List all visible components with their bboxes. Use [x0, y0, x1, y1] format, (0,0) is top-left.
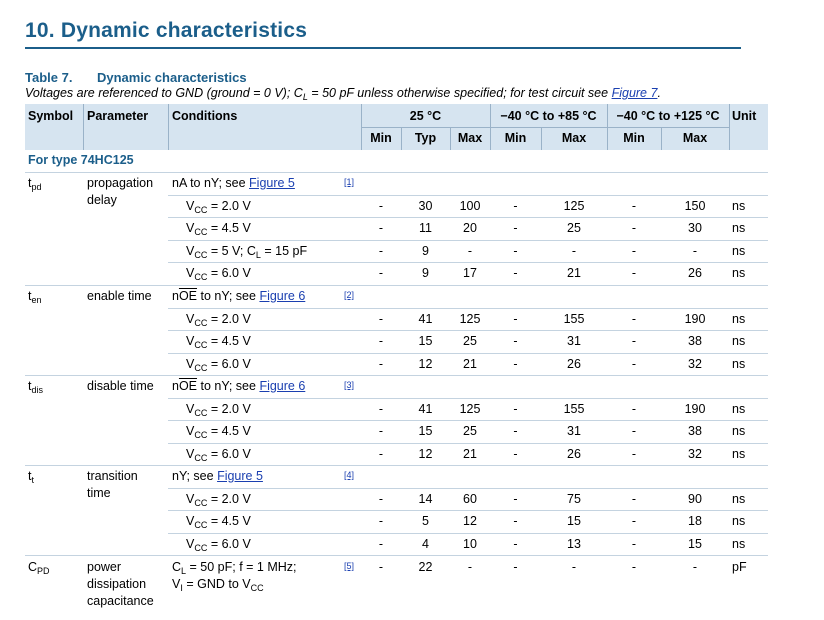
header-max: Max	[457, 131, 483, 145]
header-symbol: Symbol	[28, 109, 74, 123]
value-cell: -	[631, 356, 637, 371]
note-ref: [1]	[344, 177, 355, 187]
value-cell: 30	[688, 221, 702, 235]
cond-cl: C	[172, 560, 182, 574]
value-cell: 11	[419, 221, 432, 235]
symbol-ten	[28, 289, 42, 304]
value-cell: 41	[418, 401, 433, 416]
value-cell: 26	[567, 356, 581, 371]
value-cell: -	[631, 243, 637, 258]
vcc-value: = 5 V; C	[210, 243, 256, 258]
heading-rule	[25, 47, 741, 49]
value-cell: 30	[418, 198, 433, 213]
value-cell: 14	[418, 491, 433, 506]
vcc-condition	[186, 402, 251, 417]
note-ref: [5]	[344, 561, 355, 571]
cond-vi-value: = GND to V	[182, 577, 251, 591]
vcc-condition	[186, 537, 251, 552]
symbol-main: t	[28, 379, 32, 393]
value-cell: -	[378, 491, 384, 506]
value-cell: 12	[418, 446, 433, 461]
symbol-sub: t	[31, 475, 34, 485]
value-cell: -	[513, 334, 518, 348]
vcc-value: = 4.5 V	[210, 334, 251, 348]
value-cell: -	[513, 514, 518, 528]
vcc-value: = 4.5 V	[210, 514, 251, 528]
header-85c: −40 °C to +85 °C	[500, 109, 597, 123]
value-cell: 125	[563, 198, 585, 213]
vcc-sub: CC	[194, 542, 208, 553]
vcc-sub: CC	[194, 430, 208, 440]
header-min: Min	[623, 131, 645, 145]
value-cell: -	[513, 221, 518, 235]
value-cell: -	[378, 514, 384, 528]
parameter-text: disable time	[87, 379, 154, 393]
type-row: For type 74HC125	[28, 153, 134, 167]
condition-text	[172, 289, 305, 304]
value-cell: -	[467, 243, 473, 258]
value-cell: 75	[567, 491, 581, 506]
row-rule	[168, 510, 768, 511]
header-parameter: Parameter	[87, 109, 149, 123]
value-cell: -	[631, 560, 637, 574]
value-cell: 31	[567, 424, 581, 438]
value-cell: -	[513, 536, 518, 551]
value-cell: -	[631, 266, 637, 280]
value-cell: -	[631, 311, 637, 326]
header-125c: −40 °C to +125 °C	[616, 109, 720, 123]
value-cell: -	[378, 560, 384, 574]
vcc-value: = 4.5 V	[210, 424, 251, 438]
value-cell: 25	[463, 334, 477, 348]
value-cell: 60	[463, 491, 477, 506]
value-cell: 90	[688, 491, 702, 506]
symbol-cpd	[28, 560, 50, 575]
value-cell: -	[631, 514, 637, 528]
vcc-value: = 2.0 V	[210, 491, 251, 506]
header-max: Max	[561, 131, 587, 145]
value-cell: 190	[684, 401, 706, 416]
row-rule	[168, 308, 768, 309]
header-25c: 25 °C	[409, 109, 442, 123]
vcc-sub: CC	[194, 362, 208, 373]
condition-pre: n	[172, 379, 179, 393]
value-cell: 17	[463, 266, 477, 280]
value-cell: -	[513, 446, 518, 461]
vcc-value: = 2.0 V	[210, 401, 251, 416]
value-cell: -	[631, 424, 637, 438]
value-cell: 150	[684, 198, 706, 213]
parameter-text: time	[87, 486, 111, 500]
section-heading	[25, 19, 307, 43]
value-cell: -	[513, 401, 518, 416]
value-cell: ns	[732, 514, 746, 528]
parameter-text: enable time	[87, 289, 152, 303]
value-cell: -	[378, 243, 384, 258]
value-cell: -	[378, 311, 384, 326]
value-cell: 9	[422, 243, 429, 258]
value-cell: 12	[418, 356, 433, 371]
figure-link[interactable]: Figure 5	[217, 469, 263, 483]
value-cell: -	[571, 560, 577, 574]
group-rule	[25, 465, 768, 466]
vcc-sub: CC	[194, 497, 208, 508]
row-rule	[168, 398, 768, 399]
vcc-label: V	[186, 311, 195, 326]
value-cell: -	[513, 356, 518, 371]
vcc-condition	[186, 357, 251, 372]
cond-vi: V	[172, 577, 181, 591]
vcc-label: V	[186, 514, 195, 528]
vcc-label: V	[186, 401, 195, 416]
value-cell: ns	[732, 446, 746, 461]
value-cell: ns	[732, 424, 746, 438]
value-cell: -	[631, 334, 637, 348]
vcc-condition	[186, 312, 251, 327]
symbol-tt	[28, 469, 34, 484]
vcc-value: = 4.5 V	[210, 221, 251, 235]
vcc-condition	[186, 266, 251, 281]
value-cell: -	[513, 243, 518, 258]
value-cell: 38	[688, 334, 702, 348]
vcc-sub: CC	[194, 317, 208, 328]
vcc-condition	[186, 424, 251, 439]
parameter-text: transition	[87, 469, 138, 483]
header-divider	[83, 104, 84, 150]
value-cell: ns	[732, 221, 746, 235]
note-text: Voltages are referenced to GND (ground = 0 V); C	[25, 86, 303, 100]
vcc-value: = 6.0 V	[210, 356, 251, 371]
value-cell: ns	[732, 198, 746, 213]
condition-text	[172, 176, 295, 191]
value-cell: 25	[567, 221, 581, 235]
symbol-sub: en	[31, 295, 42, 305]
row-rule	[168, 195, 768, 196]
value-cell: -	[631, 221, 637, 235]
cond-cl-value: = 50 pF; f = 1 MHz;	[186, 560, 297, 574]
value-cell: 9	[422, 266, 429, 280]
value-cell: -	[378, 334, 384, 348]
figure-link[interactable]: Figure 5	[249, 176, 295, 190]
vcc-label: V	[186, 221, 195, 235]
vcc-label: V	[186, 424, 195, 438]
condition-mid: to nY; see	[197, 289, 260, 303]
vcc-sub: CC	[194, 272, 208, 282]
value-cell: -	[513, 491, 518, 506]
vcc-value: = 6.0 V	[210, 266, 251, 280]
vcc-label: V	[186, 356, 195, 371]
value-cell: -	[378, 446, 384, 461]
condition-pre: n	[172, 289, 179, 303]
value-cell: -	[378, 221, 384, 235]
header-conditions: Conditions	[172, 109, 238, 123]
cl-value: = 15 pF	[260, 243, 308, 258]
symbol-tdis	[28, 379, 43, 394]
value-cell: ns	[732, 356, 746, 371]
symbol-main: t	[28, 176, 32, 190]
row-rule	[168, 420, 768, 421]
symbol-sub: pd	[31, 182, 42, 192]
vcc-sub: CC	[194, 452, 208, 463]
parameter-text: propagation	[87, 176, 154, 190]
row-rule	[168, 488, 768, 489]
figure-link[interactable]: Figure 6	[259, 379, 306, 393]
cond-vi-sub: I	[180, 583, 183, 593]
value-cell: 21	[463, 356, 477, 371]
vcc-label: V	[186, 243, 195, 258]
parameter-text: dissipation	[87, 577, 147, 591]
value-cell: 15	[418, 334, 433, 348]
value-cell: -	[631, 491, 637, 506]
value-cell: 18	[688, 514, 702, 528]
value-cell: 13	[567, 536, 581, 551]
value-cell: 15	[567, 514, 581, 528]
group-rule	[25, 555, 768, 556]
value-cell: -	[378, 198, 384, 213]
figure-link[interactable]: Figure 6	[259, 289, 306, 303]
note-ref: [3]	[344, 380, 355, 390]
vcc-sub: CC	[194, 520, 208, 530]
table-title: Dynamic characteristics	[97, 70, 247, 85]
vcc-value: = 2.0 V	[210, 311, 251, 326]
value-cell: 26	[567, 446, 581, 461]
condition-pre: nY; see	[172, 469, 218, 483]
condition-text	[172, 560, 297, 575]
row-rule	[168, 353, 768, 354]
value-cell: pF	[732, 560, 747, 574]
vcc-condition	[186, 221, 251, 236]
value-cell: 125	[459, 311, 481, 326]
value-cell: -	[631, 536, 637, 551]
vcc-label: V	[186, 334, 195, 348]
value-cell: -	[692, 243, 698, 258]
value-cell: 15	[418, 424, 433, 438]
group-rule	[25, 375, 768, 376]
value-cell: 38	[688, 424, 702, 438]
cl-sub: L	[255, 249, 261, 260]
vcc-label: V	[186, 266, 195, 280]
symbol-tpd	[28, 176, 42, 191]
section-number: 10.	[25, 19, 55, 42]
note-ref: [2]	[344, 290, 355, 300]
vcc-label: V	[186, 198, 195, 213]
vcc-label: V	[186, 446, 195, 461]
note-sub: L	[302, 92, 308, 102]
table-label: Table 7.	[25, 70, 73, 85]
symbol-sub: dis	[31, 385, 43, 395]
value-cell: ns	[732, 536, 746, 551]
value-cell: -	[378, 424, 384, 438]
header-unit: Unit	[732, 109, 757, 123]
parameter-text: capacitance	[87, 594, 154, 608]
table-caption	[25, 70, 247, 85]
vcc-label: V	[186, 536, 195, 551]
table-note	[25, 86, 661, 100]
vcc-value: = 6.0 V	[210, 536, 251, 551]
vcc-sub: CC	[194, 407, 208, 418]
vcc-condition	[186, 334, 251, 349]
value-cell: ns	[732, 491, 746, 506]
row-rule	[168, 240, 768, 241]
row-rule	[168, 217, 768, 218]
value-cell: -	[378, 536, 384, 551]
value-cell: ns	[732, 311, 746, 326]
condition-text	[172, 379, 305, 394]
header-min: Min	[504, 131, 527, 145]
value-cell: ns	[732, 243, 746, 258]
value-cell: 12	[463, 514, 477, 528]
value-cell: -	[513, 266, 518, 280]
value-cell: -	[467, 560, 473, 574]
value-cell: -	[513, 560, 518, 574]
note-text-2: = 50 pF unless otherwise specified; for test circuit see	[307, 86, 612, 100]
row-rule	[168, 330, 768, 331]
condition-mid: to nY; see	[197, 379, 260, 393]
vcc-sub: CC	[194, 340, 208, 350]
value-cell: 41	[418, 311, 433, 326]
condition-pre: nA to nY; see	[172, 176, 250, 190]
value-cell: -	[631, 198, 637, 213]
value-cell: -	[571, 243, 577, 258]
vcc-condition	[186, 514, 251, 529]
vcc-sub: CC	[194, 249, 208, 260]
symbol-sub: PD	[37, 566, 50, 576]
condition-text	[172, 577, 264, 592]
value-cell: -	[692, 560, 698, 574]
value-cell: -	[631, 446, 637, 461]
row-rule	[168, 262, 768, 263]
value-cell: 32	[688, 446, 702, 461]
value-cell: -	[513, 198, 518, 213]
value-cell: 20	[463, 221, 477, 235]
value-cell: -	[378, 356, 384, 371]
condition-text	[172, 469, 263, 484]
parameter-text: power	[87, 560, 122, 574]
value-cell: 21	[463, 446, 477, 461]
section-title: Dynamic characteristics	[60, 19, 308, 42]
vcc-condition	[186, 447, 251, 462]
condition-overline: $\overline{OE}$	[178, 289, 198, 303]
value-cell: 125	[459, 401, 481, 416]
symbol-main: C	[28, 560, 38, 574]
value-cell: 31	[567, 334, 581, 348]
value-cell: ns	[732, 401, 746, 416]
value-cell: -	[513, 424, 518, 438]
symbol-main: t	[28, 469, 32, 483]
vcc-condition	[186, 244, 307, 259]
vcc-condition	[186, 492, 251, 507]
value-cell: 26	[688, 266, 702, 280]
header-typ: Typ	[414, 131, 437, 145]
value-cell: -	[513, 311, 518, 326]
value-cell: 100	[459, 198, 481, 213]
value-cell: ns	[732, 266, 746, 280]
note-end: .	[657, 86, 661, 100]
figure-7-link[interactable]: Figure 7	[611, 86, 658, 100]
value-cell: 32	[688, 356, 702, 371]
value-cell: 5	[422, 514, 429, 528]
value-cell: 4	[422, 536, 429, 551]
cond-cl-sub: L	[181, 566, 187, 576]
header-divider	[729, 104, 730, 150]
vcc-value: = 2.0 V	[210, 198, 251, 213]
value-cell: 15	[688, 536, 702, 551]
vcc-sub: CC	[194, 204, 208, 215]
row-rule	[168, 533, 768, 534]
value-cell: 155	[563, 311, 585, 326]
value-cell: 25	[463, 424, 477, 438]
value-cell: ns	[732, 334, 746, 348]
header-min: Min	[370, 131, 392, 145]
row-rule	[25, 172, 768, 173]
header-rule	[361, 127, 729, 128]
vcc-condition	[186, 199, 251, 214]
value-cell: 190	[684, 311, 706, 326]
value-cell: -	[631, 401, 637, 416]
vcc-sub: CC	[194, 227, 208, 237]
value-cell: 10	[463, 536, 477, 551]
parameter-text: delay	[87, 193, 117, 207]
cond-vcc-sub: CC	[250, 583, 264, 593]
value-cell: -	[378, 266, 384, 280]
header-divider	[168, 104, 169, 150]
note-ref: [4]	[344, 470, 355, 480]
value-cell: -	[378, 401, 384, 416]
vcc-value: = 6.0 V	[210, 446, 251, 461]
value-cell: 155	[563, 401, 585, 416]
vcc-label: V	[186, 491, 195, 506]
value-cell: 21	[567, 266, 581, 280]
condition-overline: $\overline{OE}$	[178, 379, 198, 393]
value-cell: 22	[418, 560, 433, 574]
symbol-main: t	[28, 289, 32, 303]
row-rule	[168, 443, 768, 444]
header-max: Max	[682, 131, 708, 145]
group-rule	[25, 285, 768, 286]
